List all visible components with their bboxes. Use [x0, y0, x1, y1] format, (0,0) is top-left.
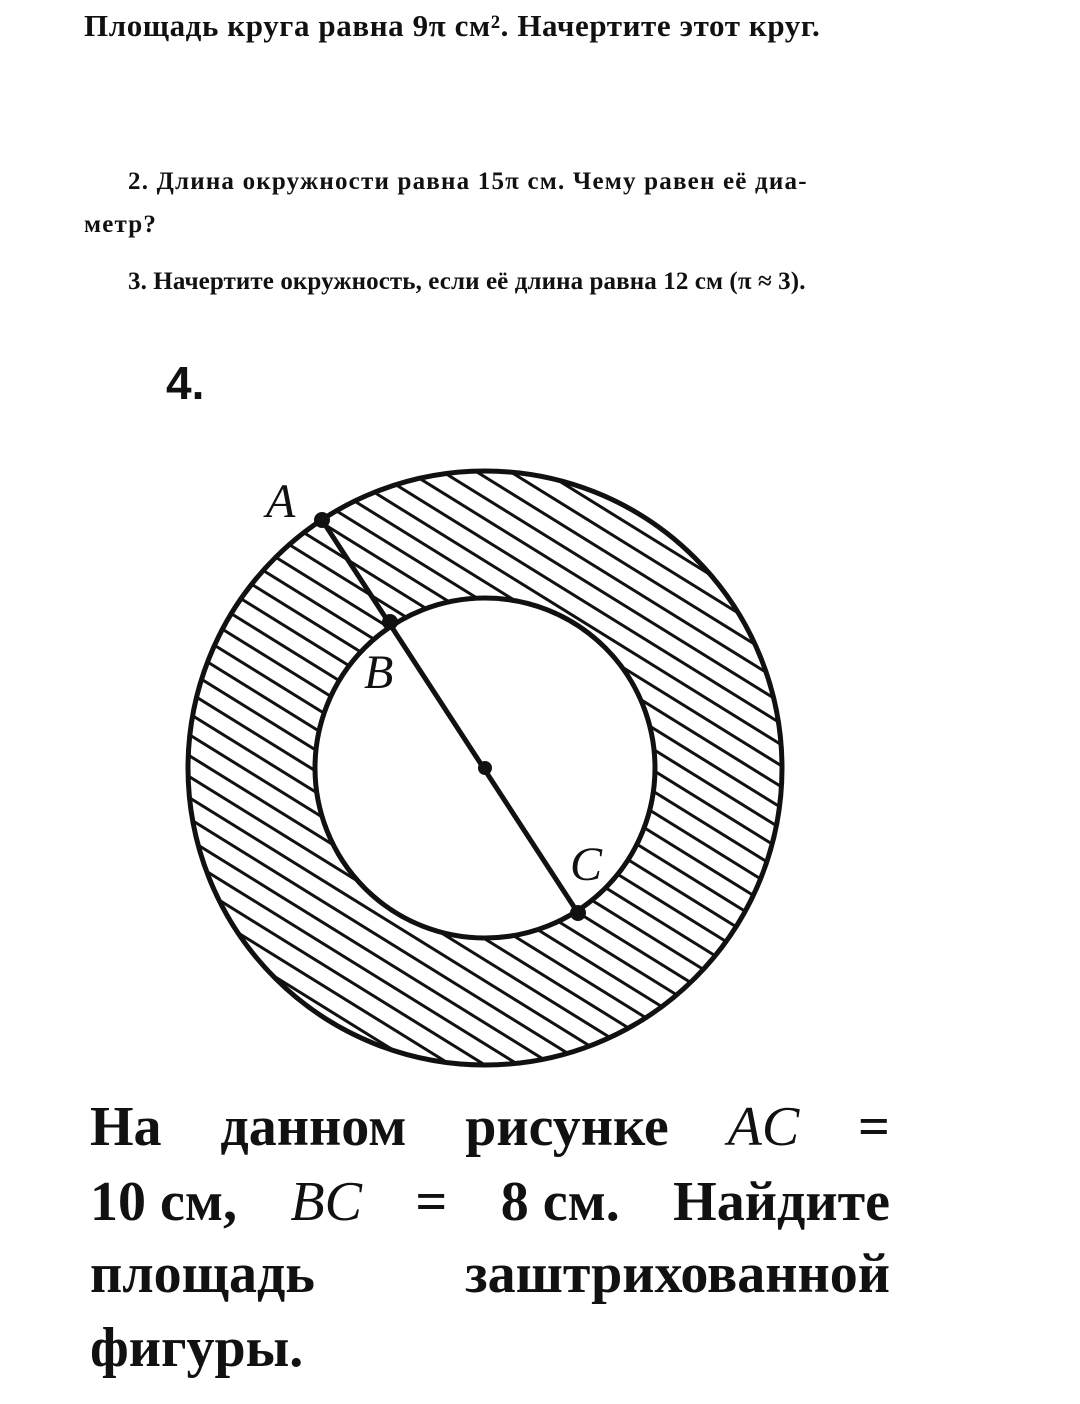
statement-variable: BC: [290, 1171, 362, 1233]
label-a: A: [266, 475, 296, 528]
label-c: C: [570, 838, 603, 891]
point-b: [382, 614, 398, 630]
problem-2-line-1: 2. Длина окружности равна 15π см. Чему равен её диа-: [128, 168, 808, 195]
hatch-line: [185, 648, 785, 1020]
hatch-line: [185, 102, 785, 474]
statement-line-4: фигуры.: [90, 1317, 304, 1379]
hatch-line: [185, 396, 785, 768]
hatch-line: [185, 606, 785, 978]
hatch-line: [185, 480, 785, 852]
problem-4-number: 4.: [166, 357, 205, 409]
statement-word: площадь: [90, 1243, 315, 1305]
statement-line-1: [90, 1095, 890, 1159]
hatch-line: [185, 774, 785, 1146]
hatch-line: [185, 522, 785, 894]
hatch-line: [185, 249, 785, 621]
hatch-line: [185, 123, 785, 495]
statement-word: На: [90, 1096, 162, 1158]
hatch-line: [185, 228, 785, 600]
label-b: B: [364, 646, 394, 699]
statement-word: =: [415, 1171, 448, 1233]
problem-1: Площадь круга равна 9π см². Начертите этот круг.: [84, 8, 821, 43]
problem-2-line-2: метр?: [84, 211, 158, 238]
statement-word: 10 см,: [90, 1171, 237, 1233]
hatch-line: [185, 732, 785, 1104]
statement-line-2: [90, 1170, 890, 1234]
statement-variable: AC: [727, 1096, 800, 1158]
hatch-line: [185, 354, 785, 726]
point-c: [570, 905, 586, 921]
problem-3: 3. Начертите окружность, если её длина равна 12 см (π ≈ 3).: [128, 268, 806, 295]
center-point: [478, 761, 492, 775]
point-a: [314, 512, 330, 528]
hatch-line: [185, 144, 785, 516]
statement-word: заштрихованной: [465, 1243, 890, 1305]
hatch-line: [185, 627, 785, 999]
statement-word: данном: [220, 1096, 407, 1158]
statement-word: рисунке: [465, 1096, 669, 1158]
hatch-line: [185, 564, 785, 936]
hatch-line: [185, 669, 785, 1041]
statement-line-3: [90, 1242, 890, 1306]
statement-word: =: [858, 1096, 890, 1158]
statement-word: 8 см.: [500, 1171, 620, 1233]
statement-word: Найдите: [673, 1171, 890, 1233]
hatch-line: [185, 270, 785, 642]
hatch-line: [185, 690, 785, 1062]
